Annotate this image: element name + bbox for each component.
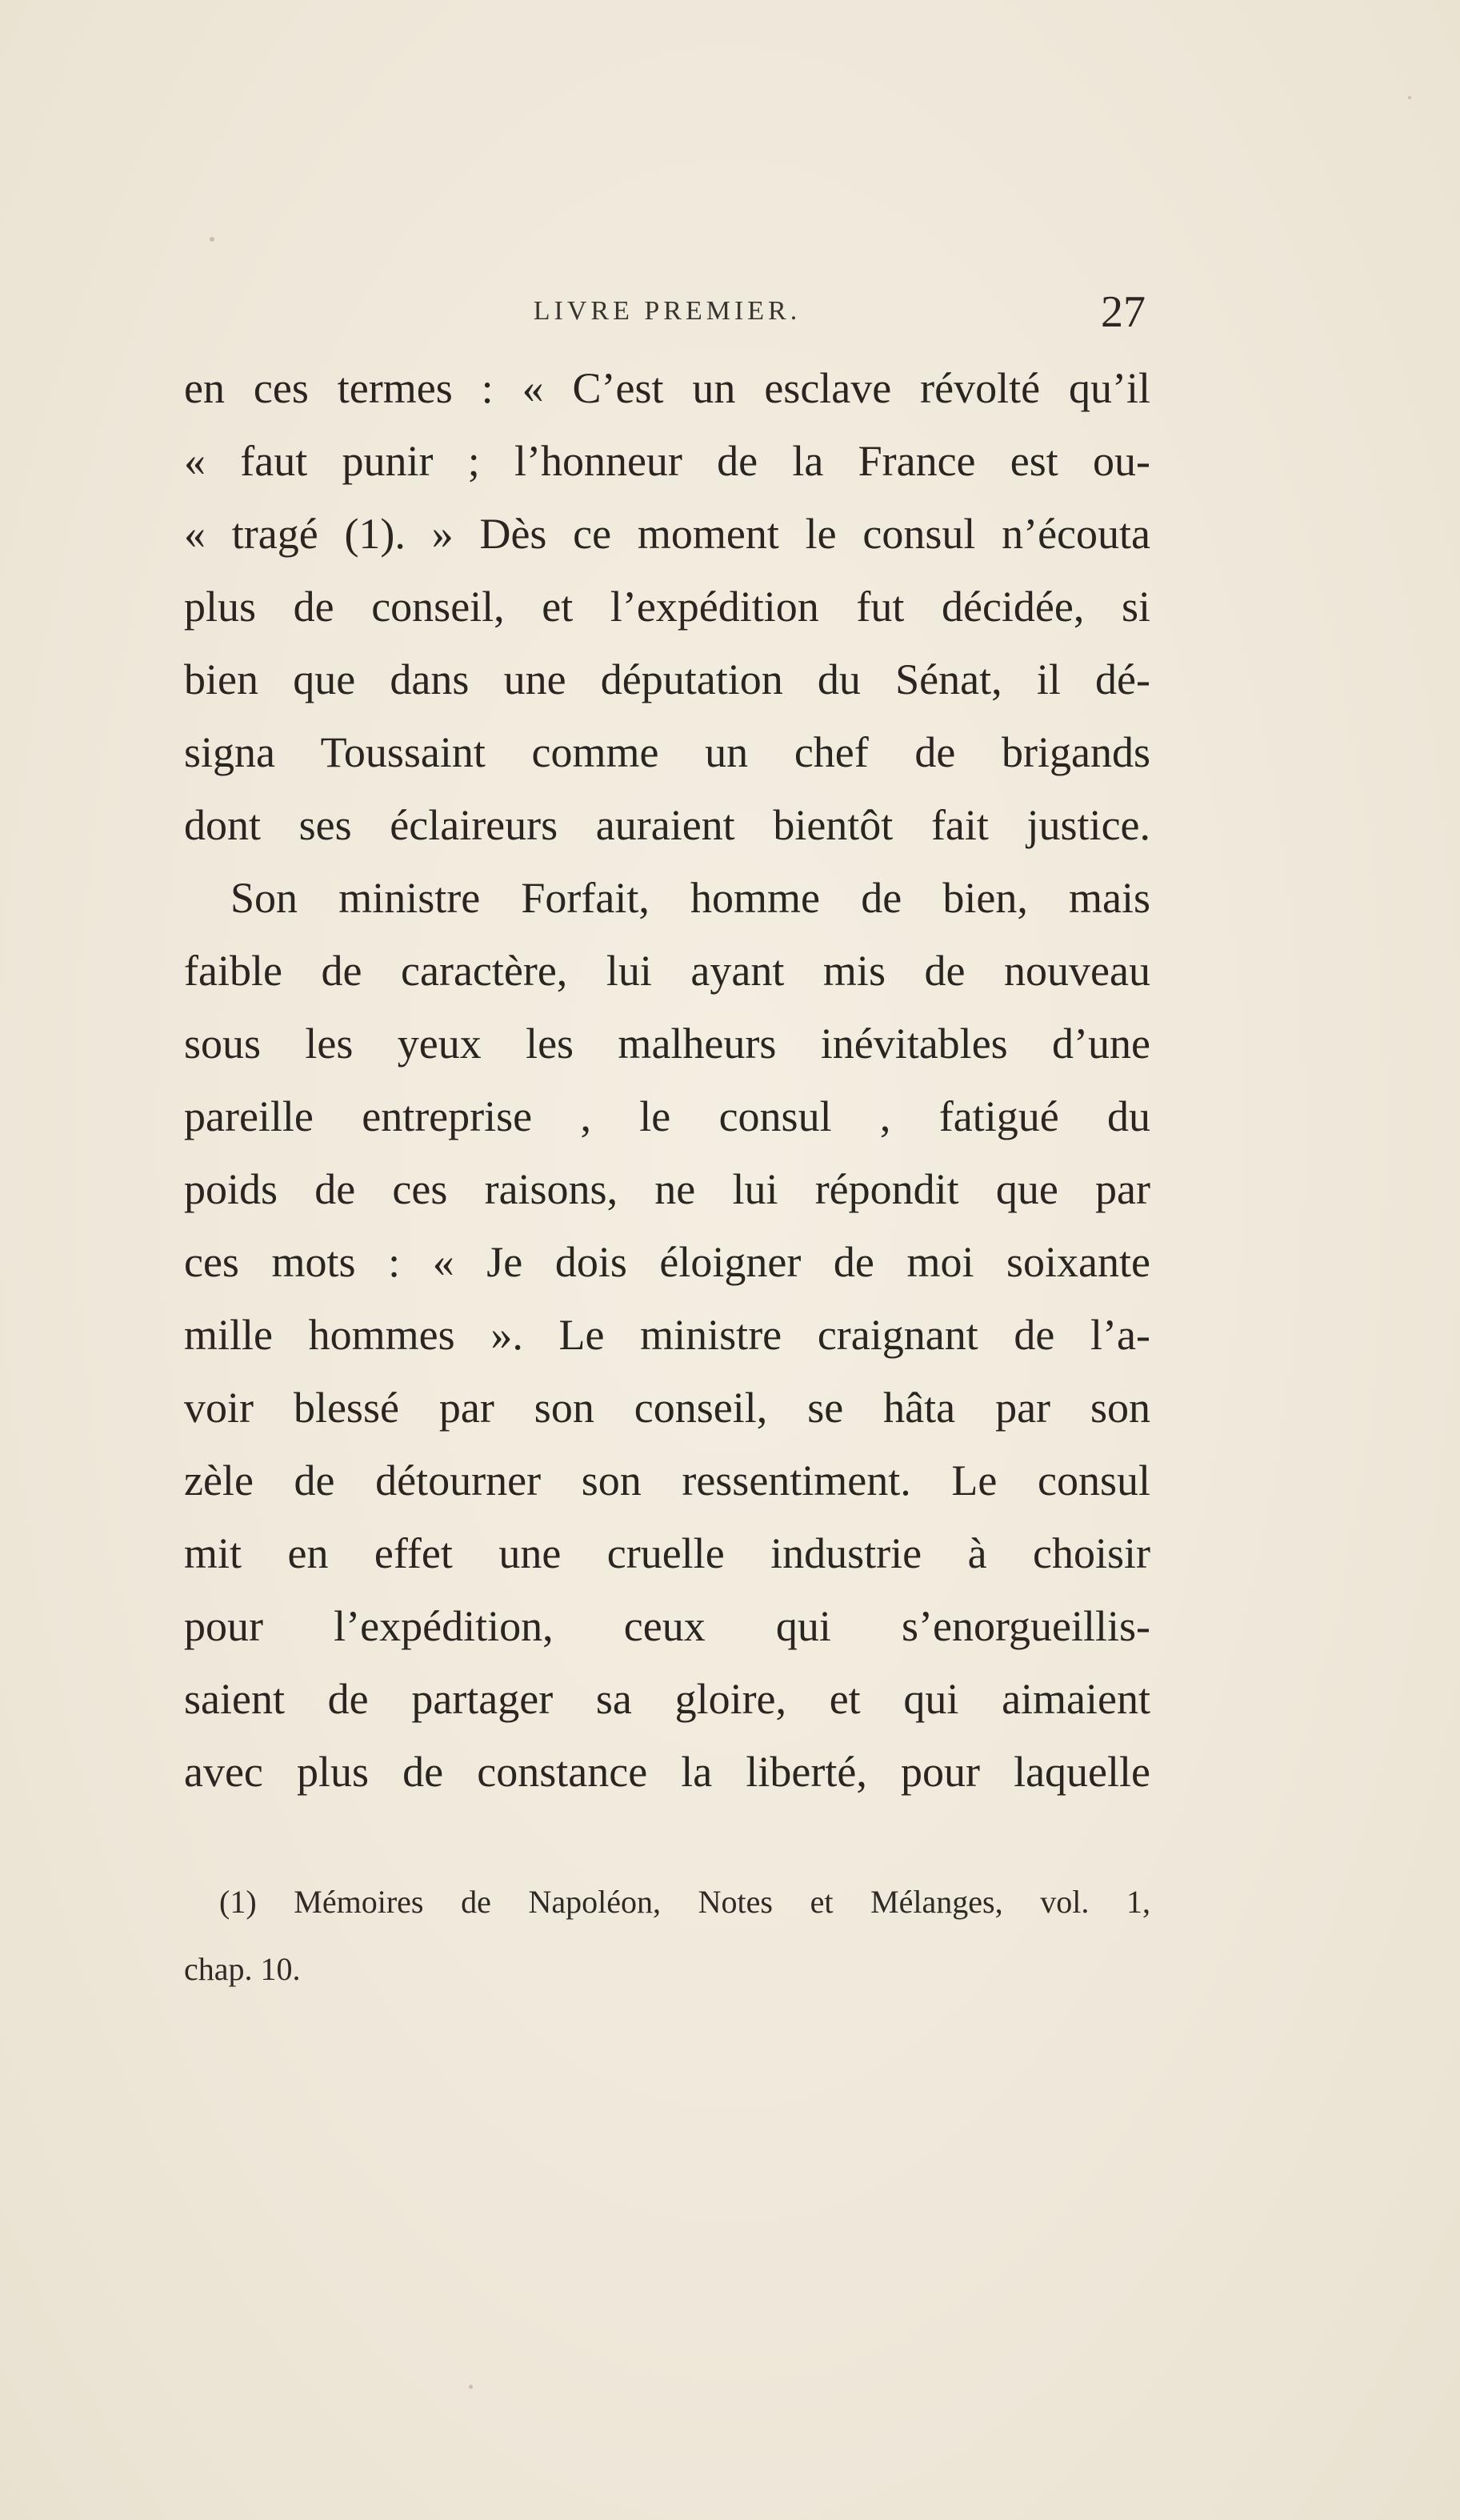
running-head: LIVRE PREMIER. [533,296,802,326]
text-line: pour l’expédition, ceux qui s’enorgueillis- [184,1602,1150,1650]
text-line: poids de ces raisons, ne lui répondit que par [184,1165,1150,1213]
paper-speck [469,2385,473,2389]
text-line: zèle de détourner son ressentiment. Le consul [184,1456,1150,1504]
page-header [184,287,1150,338]
footnote-line: chap. 10. [184,1951,301,1987]
text-line: Son ministre Forfait, homme de bien, mais [230,874,1150,922]
footnote [184,1869,1150,2003]
text-line: en ces termes : « C’est un esclave révolté qu’il [184,364,1150,412]
text-line: sous les yeux les malheurs inévitables d’une [184,1020,1150,1068]
text-line: « tragé (1). » Dès ce moment le consul n’écouta [184,510,1150,558]
text-line: voir blessé par son conseil, se hâta par son [184,1384,1150,1432]
text-line: « faut punir ; l’honneur de la France est ou- [184,437,1150,485]
text-line: saient de partager sa gloire, et qui aimaient [184,1675,1150,1723]
paper-speck [210,237,214,242]
text-line: plus de conseil, et l’expédition fut décidée, si [184,583,1150,631]
main-text [184,352,1150,1809]
text-line: mille hommes ». Le ministre craignant de l’a- [184,1311,1150,1359]
text-line: faible de caractère, lui ayant mis de nouveau [184,947,1150,995]
text-line: ces mots : « Je dois éloigner de moi soixante [184,1238,1150,1286]
page-number: 27 [1101,287,1146,337]
text-line: pareille entreprise , le consul , fatigué du [184,1092,1150,1140]
paper-speck [1408,96,1411,99]
text-line: avec plus de constance la liberté, pour laquelle [184,1748,1150,1796]
text-line: dont ses éclaireurs auraient bientôt fait justice. [184,801,1150,849]
footnote-line: (1) Mémoires de Napoléon, Notes et Mélanges, vol. 1, [219,1884,1150,1920]
text-line: signa Toussaint comme un chef de brigands [184,728,1150,776]
text-line: bien que dans une députation du Sénat, il dé- [184,655,1150,703]
text-line: mit en effet une cruelle industrie à choisir [184,1529,1150,1577]
